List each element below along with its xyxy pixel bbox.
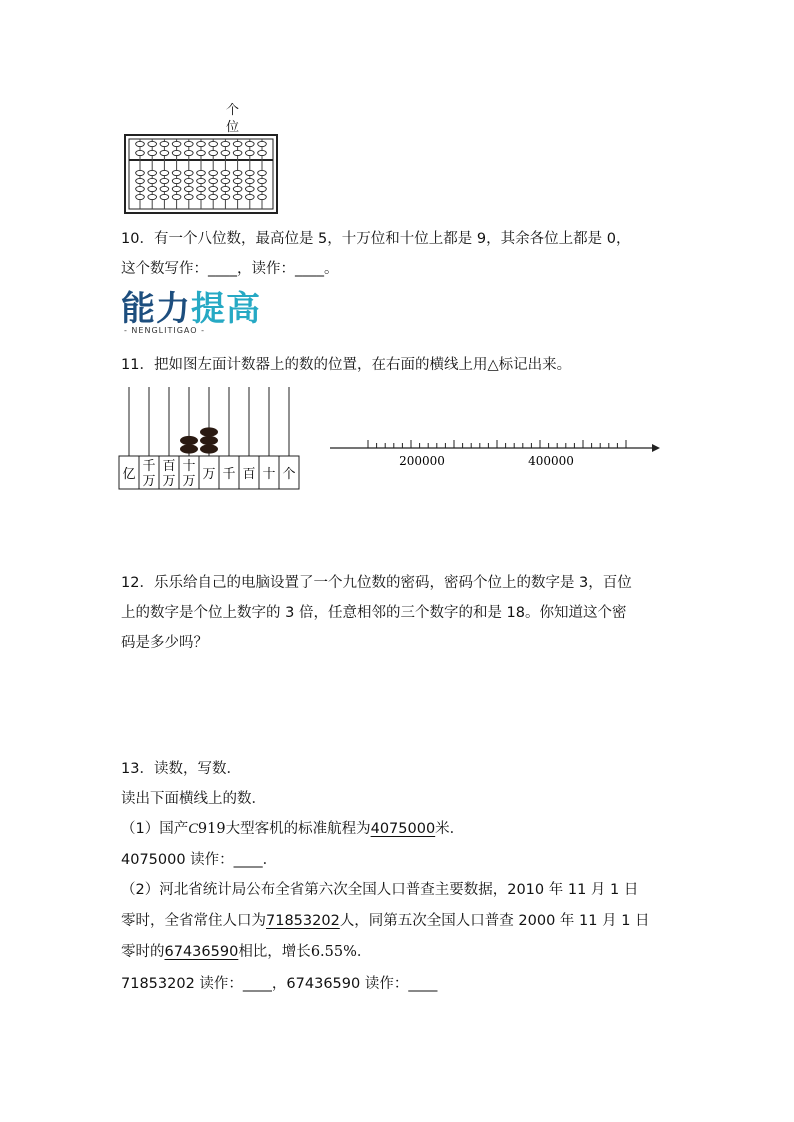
q10-line2: 这个数写作：____，读作：____。 [121,261,339,277]
counter-bead [200,427,218,436]
counter-place-label: 百 [242,467,256,482]
counter-place-label: 亿 [122,467,136,482]
counter-place-label: 十 [262,467,276,482]
counter-place-label: 万 [202,467,216,482]
counter-place-label: 万 [162,474,176,489]
q13-part2-read: 71853202 读作：____，67436590 读作：____ [121,976,438,992]
q13-part1: （1）国产C919大型客机的标准航程为4075000米． [121,821,465,837]
q10-line1: 10．有一个八位数，最高位是 5，十万位和十位上都是 9，其余各位上都是 0， [121,231,631,247]
q13-part2-line2: 零时，全省常住人口为71853202人，同第五次全国人口普查 2000 年 11 月 1 日 [121,913,650,929]
counter-place-label: 十 [182,459,196,474]
underlined-number: 4075000 [370,821,436,837]
logo-subtitle: - NENGLITIGAO - [124,326,205,335]
counter-place-label: 个 [282,467,296,482]
number-line [326,430,662,470]
q12-line1: 12．乐乐给自己的电脑设置了一个九位数的密码，密码个位上的数字是 3，百位 [121,575,632,591]
q12-line2: 上的数字是个位上数字的 3 倍，任意相邻的三个数字的和是 18。你知道这个密 [121,605,627,621]
counter-place-label: 万 [182,474,196,489]
nengli-tigao-logo: 能力提高 [121,289,261,329]
nl-label-1: 200000 [399,454,445,468]
underlined-number: 71853202 [266,913,340,929]
q13-part2-line1: （2）河北省统计局公布全省第六次全国人口普查主要数据，2010 年 11 月 1 日 [121,882,639,898]
nl-label-2: 400000 [528,454,574,468]
counter-bead [200,444,218,453]
abacus-label-top: 个 [226,103,240,118]
q13-part1-read: 4075000 读作：____． [121,852,278,868]
q13-subtitle: 读出下面横线上的数． [121,791,266,807]
counter-place-label: 千 [222,467,236,482]
abacus-figure [124,134,278,214]
counter-bead [180,436,198,445]
counter-figure [118,385,304,493]
q12-line3: 码是多少吗？ [121,635,208,651]
q13-part2-line3: 零时的67436590相比，增长6.55%． [121,944,372,960]
q11-text: 11．把如图左面计数器上的数的位置，在右面的横线上用△标记出来。 [121,357,572,373]
abacus-label-bottom: 位 [226,120,240,135]
counter-bead [200,436,218,445]
counter-bead [180,444,198,453]
counter-place-label: 百 [162,459,176,474]
q13-title: 13．读数，写数． [121,761,241,777]
underlined-number: 67436590 [164,944,239,960]
counter-place-label: 万 [142,474,156,489]
counter-place-label: 千 [142,459,156,474]
